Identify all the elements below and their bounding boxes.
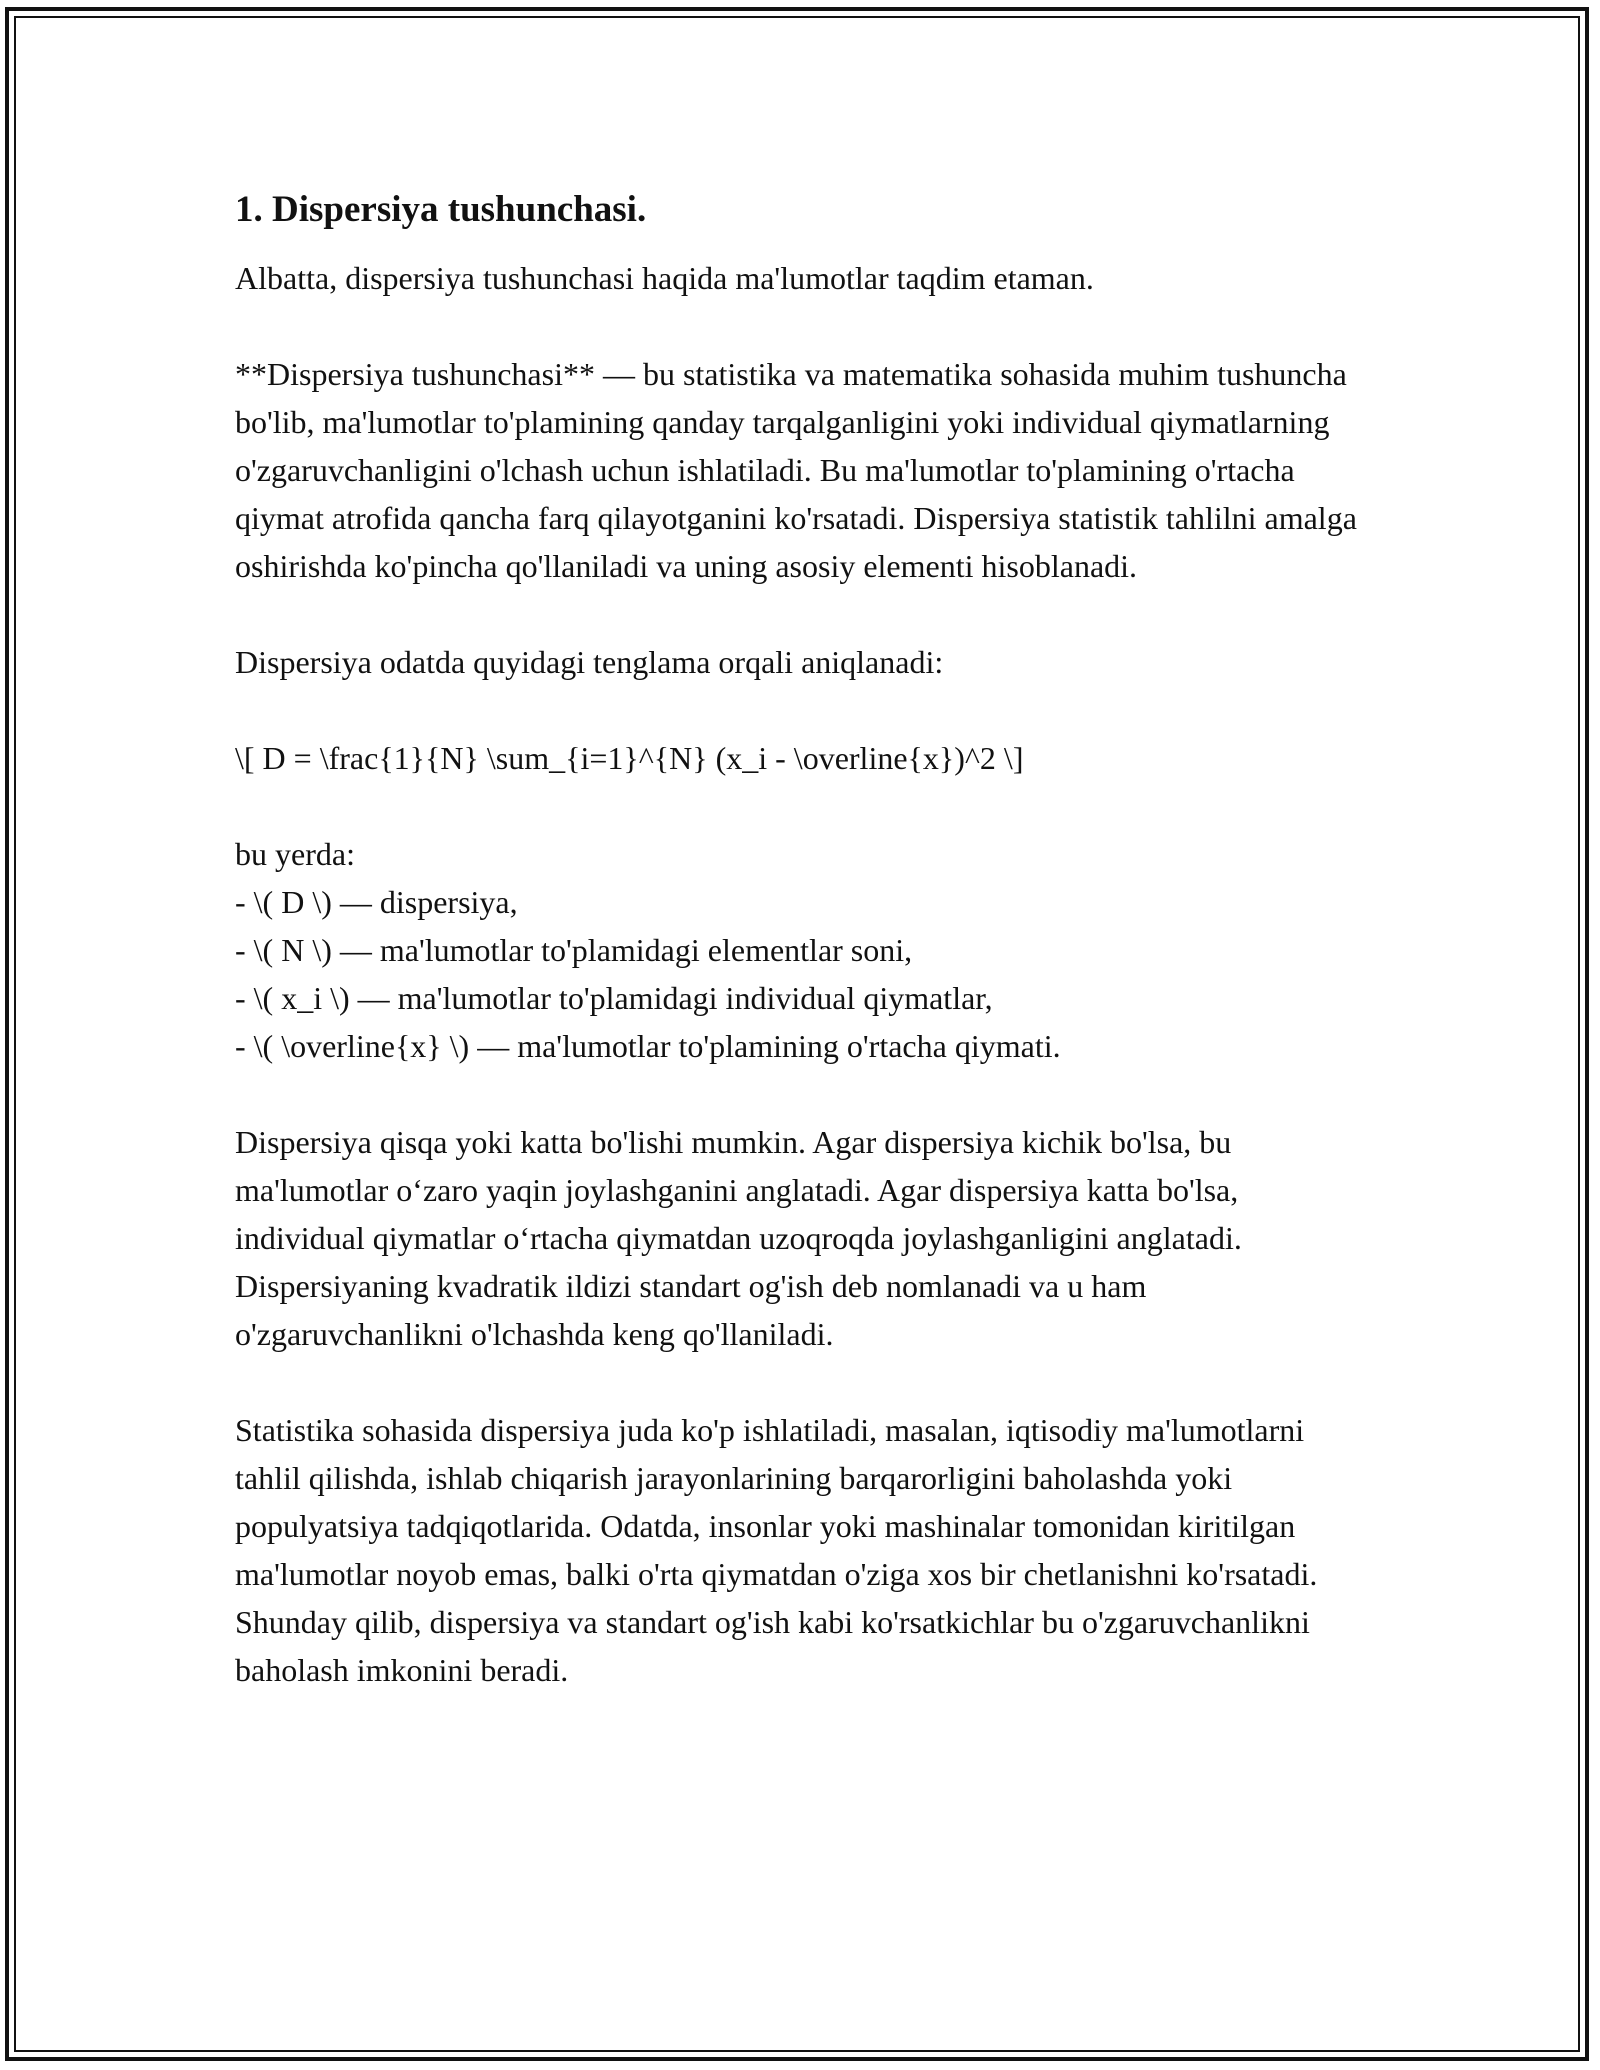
where-label: bu yerda: — [235, 836, 355, 872]
where-item-mean: - \( \overline{x} \) — ma'lumotlar to'plamining o'rtacha qiymati. — [235, 1028, 1061, 1064]
where-list — [235, 830, 1375, 1070]
applications-paragraph: Statistika sohasida dispersiya juda ko'p ishlatiladi, masalan, iqtisodiy ma'lumotlarni tahlil qilishda, ishlab chiqarish jarayonlarining barqarorligini baholashda yoki populyatsiya tadqiqotlarida. Odatda, insonlar yoki mashinalar tomonidan kiritilgan ma'lumotlar noyob emas, balki o'rta qiymatdan o'ziga xos bir chetlanishni ko'rsatadi. Shunday qilib, dispersiya va standart og'ish kabi ko'rsatkichlar bu o'zgaruvchanlikni baholash imkonini beradi. — [235, 1412, 1318, 1688]
section-title: 1. Dispersiya tushunchasi. — [235, 189, 647, 230]
where-item-xi: - \( x_i \) — ma'lumotlar to'plamidagi individual qiymatlar, — [235, 980, 993, 1016]
equation-intro-paragraph: Dispersiya odatda quyidagi tenglama orqali aniqlanadi: — [235, 644, 944, 680]
where-item-d: - \( D \) — dispersiya, — [235, 884, 518, 920]
where-item-n: - \( N \) — ma'lumotlar to'plamidagi elementlar soni, — [235, 932, 913, 968]
definition-paragraph: **Dispersiya tushunchasi** — bu statistika va matematika sohasida muhim tushuncha bo'lib, ma'lumotlar to'plamining qanday tarqalganligini yoki individual qiymatlarning o'zgaruvchanligini o'lchash uchun ishlatiladi. Bu ma'lumotlar to'plamining o'rtacha qiymat atrofida qancha farq qilayotganini ko'rsatadi. Dispersiya statistik tahlilni amalga oshirishda ko'pincha qo'llaniladi va uning asosiy elementi hisoblanadi. — [235, 356, 1357, 584]
intro-paragraph: Albatta, dispersiya tushunchasi haqida ma'lumotlar taqdim etaman. — [235, 260, 1094, 296]
explanation-paragraph: Dispersiya qisqa yoki katta bo'lishi mumkin. Agar dispersiya kichik bo'lsa, bu ma'lumotlar o‘zaro yaqin joylashganini anglatadi. Agar dispersiya katta bo'lsa, individual qiymatlar o‘rtacha qiymatdan uzoqroqda joylashganligini anglatadi. Dispersiyaning kvadratik ildizi standart og'ish deb nomlanadi va u ham o'zgaruvchanlikni o'lchashda keng qo'llaniladi. — [235, 1124, 1242, 1352]
document-body — [235, 186, 1375, 1742]
equation-latex: \[ D = \frac{1}{N} \sum_{i=1}^{N} (x_i - \overline{x})^2 \] — [235, 740, 1024, 776]
